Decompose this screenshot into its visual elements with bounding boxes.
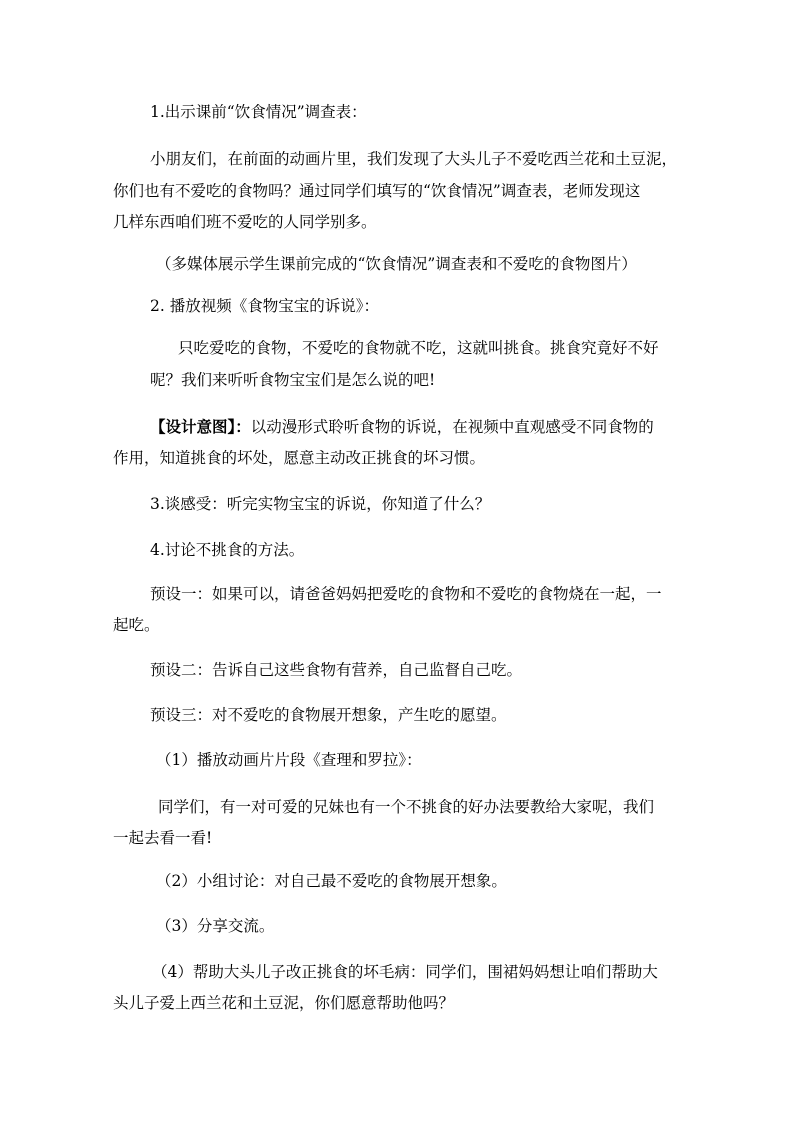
media-note: （多媒体展示学生课前完成的“饮食情况”调查表和不爱吃的食物图片）	[156, 255, 637, 273]
preset-1-line: 起吃。	[113, 616, 160, 634]
sub-step-2: （2）小组讨论：对自己最不爱吃的食物展开想象。	[156, 872, 507, 890]
design-intent-text: 以动漫形式聆听食物的诉说，在视频中直观感受不同食物的	[250, 418, 654, 436]
step-3-heading: 3.谈感受：听完实物宝宝的诉说，你知道了什么？	[150, 495, 491, 513]
preset-1-line: 预设一：如果可以，请爸爸妈妈把爱吃的食物和不爱吃的食物烧在一起，一	[150, 585, 662, 603]
paragraph-line: 头儿子爱上西兰花和土豆泥，你们愿意帮助他吗？	[113, 994, 455, 1012]
paragraph-line: 只吃爱吃的食物，不爱吃的食物就不吃，这就叫挑食。挑食究竟好不好	[178, 339, 659, 357]
paragraph-line: 你们也有不爱吃的食物吗？通过同学们填写的“饮食情况”调查表，老师发现这	[113, 182, 641, 200]
paragraph-line: 小朋友们，在前面的动画片里，我们发现了大头儿子不爱吃西兰花和土豆泥，	[150, 150, 678, 168]
step-2-heading: 2. 播放视频《食物宝宝的诉说》：	[150, 297, 379, 315]
design-intent-label: 【设计意图】：	[150, 417, 251, 436]
sub-step-1: （1）播放动画片片段《查理和罗拉》：	[156, 751, 422, 769]
paragraph-line: 作用，知道挑食的坏处，愿意主动改正挑食的坏习惯。	[113, 449, 486, 467]
paragraph-line: 同学们，有一对可爱的兄妹也有一个不挑食的好办法要教给大家呢，我们	[158, 798, 655, 816]
design-intent-line	[150, 417, 720, 437]
preset-2-line: 预设二：告诉自己这些食物有营养，自己监督自己吃。	[150, 661, 523, 679]
paragraph-line: 呢？我们来听听食物宝宝们是怎么说的吧!	[150, 371, 436, 389]
sub-step-4: （4）帮助大头儿子改正挑食的坏毛病：同学们，围裙妈妈想让咱们帮助大	[152, 963, 658, 981]
paragraph-line: 一起去看一看!	[113, 829, 213, 847]
step-4-heading: 4.讨论不挑食的方法。	[150, 541, 305, 559]
preset-3-line: 预设三：对不爱吃的食物展开想象，产生吃的愿望。	[150, 706, 507, 724]
sub-step-3: （3）分享交流。	[156, 917, 275, 935]
paragraph-line: 几样东西咱们班不爱吃的人同学别多。	[113, 213, 377, 231]
step-1-heading: 1.出示课前“饮食情况”调查表：	[150, 103, 367, 121]
